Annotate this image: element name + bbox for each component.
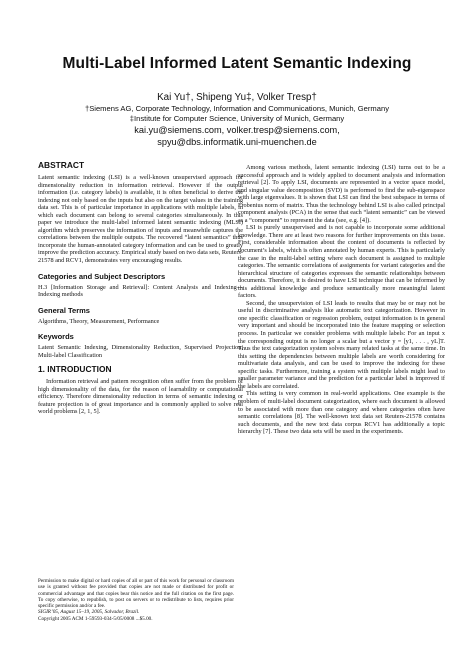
- conference-line: SIGIR’05, August 15–19, 2005, Salvador, Brazil.: [38, 609, 140, 616]
- abstract-heading: ABSTRACT: [38, 160, 85, 170]
- keywords-text: Latent Semantic Indexing, Dimensionality Reduction, Supervised Projection, Multi-label Classification: [38, 344, 243, 359]
- body-paragraph-3: Second, the unsupervision of LSI leads to results that may be or may not be useful in discriminative analysis like automatic text categorization. However in one specific classification or regression problem, output information is in general very important and should be incorporated into the feature mapping or selection process. In particular we consider problems with multiple labels: For an input x the corresponding output is no longer a scalar but a vector y = [y1, . . . , yL]T. Thus the text categorization system solves many related tasks at the same time. In this setting the dependencies between multiple labels are worth considering for multivariate data analysis, and can be used to improve the indexing for these specific tasks. Furthermore, training a system with multiple labels might lead to smaller parameter variance and the prediction for a particular label is improved if the labels are correlated.: [238, 299, 445, 390]
- affiliation-siemens: †Siemens AG, Corporate Technology, Information and Communications, Munich, Germany: [84, 104, 390, 113]
- general-terms-heading: General Terms: [38, 305, 90, 315]
- paper-title: Multi-Label Informed Latent Semantic Indexing: [62, 55, 412, 72]
- permission-text: Permission to make digital or hard copies of all or part of this work for personal or classroom use is granted without fee provided that copies are not made or distributed for profit or commercial advantage and that copies bear this notice and the full citation on the first page. To copy otherwise, to republish, to post on servers or to redistribute to lists, requires prior specific permission and/or a fee.: [38, 578, 234, 610]
- right-column: [238, 164, 445, 436]
- author-block: [0, 92, 474, 148]
- introduction-text: Information retrieval and pattern recognition often suffer from the problem of high dimensionality of the data, for the reason of learnability or computational efficiency. Therefore dimensionality reduction in terms of semantic indexing or feature projection is of great importance and is commonly applied to solve real world problems [2, 1, 5].: [38, 378, 243, 416]
- author-names: Kai Yu†, Shipeng Yu‡, Volker Tresp†: [157, 92, 317, 103]
- abstract-text: Latent semantic indexing (LSI) is a well-known unsupervised approach for dimensionality reduction in information retrieval. However if the output information (i.e. category labels) is available, it is often beneficial to derive the indexing not only based on the inputs but also on the target values in the training data set. This is of particular importance in applications with multiple labels, in which each document can belong to several categories simultaneously. In this paper we introduce the multi-label informed latent semantic indexing (MLSI) algorithm which preserves the information of inputs and meanwhile captures the correlations between the multiple outputs. The recovered “latent semantics” thus incorporate the human-annotated category information and can be used to greatly improve the prediction accuracy. Empirical study based on two data sets, Reuters-21578 and RCV1, demonstrates very encouraging results.: [38, 174, 243, 265]
- left-column: [38, 160, 243, 416]
- keywords-heading: Keywords: [38, 332, 74, 342]
- categories-text: H.3 [Information Storage and Retrieval]: Content Analysis and Indexing—Indexing methods: [38, 283, 243, 299]
- introduction-heading: 1. INTRODUCTION: [38, 364, 112, 375]
- copyright-line: Copyright 2005 ACM 1-59593-034-5/05/0008 ...$5.00.: [38, 615, 153, 622]
- categories-heading: Categories and Subject Descriptors: [38, 271, 166, 281]
- body-paragraph-2: LSI is purely unsupervised and is not capable to incorporate some additional knowledge. There are at least two reasons for further improvements on this issue. First, considerable information about the content of documents is reflected by document’s labels, which is often annotated by human experts. This is particularly the case in the multi-label setting where each document is assigned to multiple categories. The semantic correlations of assignments for variant categories and the hierarchical structure of categories expresses the semantic relationships between documents. Therefore, it is desired to have LSI technique that can be informed by this additional knowledge and produce semantically more meaningful latent factors.: [238, 224, 445, 300]
- email-line-1[interactable]: kai.yu@siemens.com, volker.tresp@siemens.com,: [134, 125, 340, 136]
- copyright-footnote: [38, 578, 234, 622]
- general-terms-text: Algorithms, Theory, Measurement, Performance: [38, 317, 160, 325]
- affiliation-university: ‡Institute for Computer Science, University of Munich, Germany: [129, 113, 345, 123]
- author-emails: [0, 125, 474, 148]
- email-line-2[interactable]: spyu@dbs.informatik.uni-muenchen.de: [157, 136, 317, 147]
- body-paragraph-4: This setting is very common in real-world applications. One example is the problem of multi-label document categorization, where each document is allowed to be associated with more than one category and where categories often have semantic correlations [8]. The well-known text data set Reuters-21578 contains such documents, and the new text data corpus RCV1 has additionally a topic hierarchy [7]. These two data sets will be used in the experiments.: [238, 390, 445, 436]
- body-paragraph-1: Among various methods, latent semantic indexing (LSI) turns out to be a successful approach and is widely applied to document analysis and information retrieval [2]. To apply LSI, documents are represented in a vector space model, and singular value decomposition (SVD) is performed to find the sub-eigenspace with large eigenvalues. It is shown that LSI can find the best subspace in terms of Frobenius norm of matrix. Thus the technology behind LSI is also called principal component analysis (PCA) in the sense that each “latent semantic” can be viewed as a “component” to represent the data (see, e.g. [4]).: [238, 164, 445, 224]
